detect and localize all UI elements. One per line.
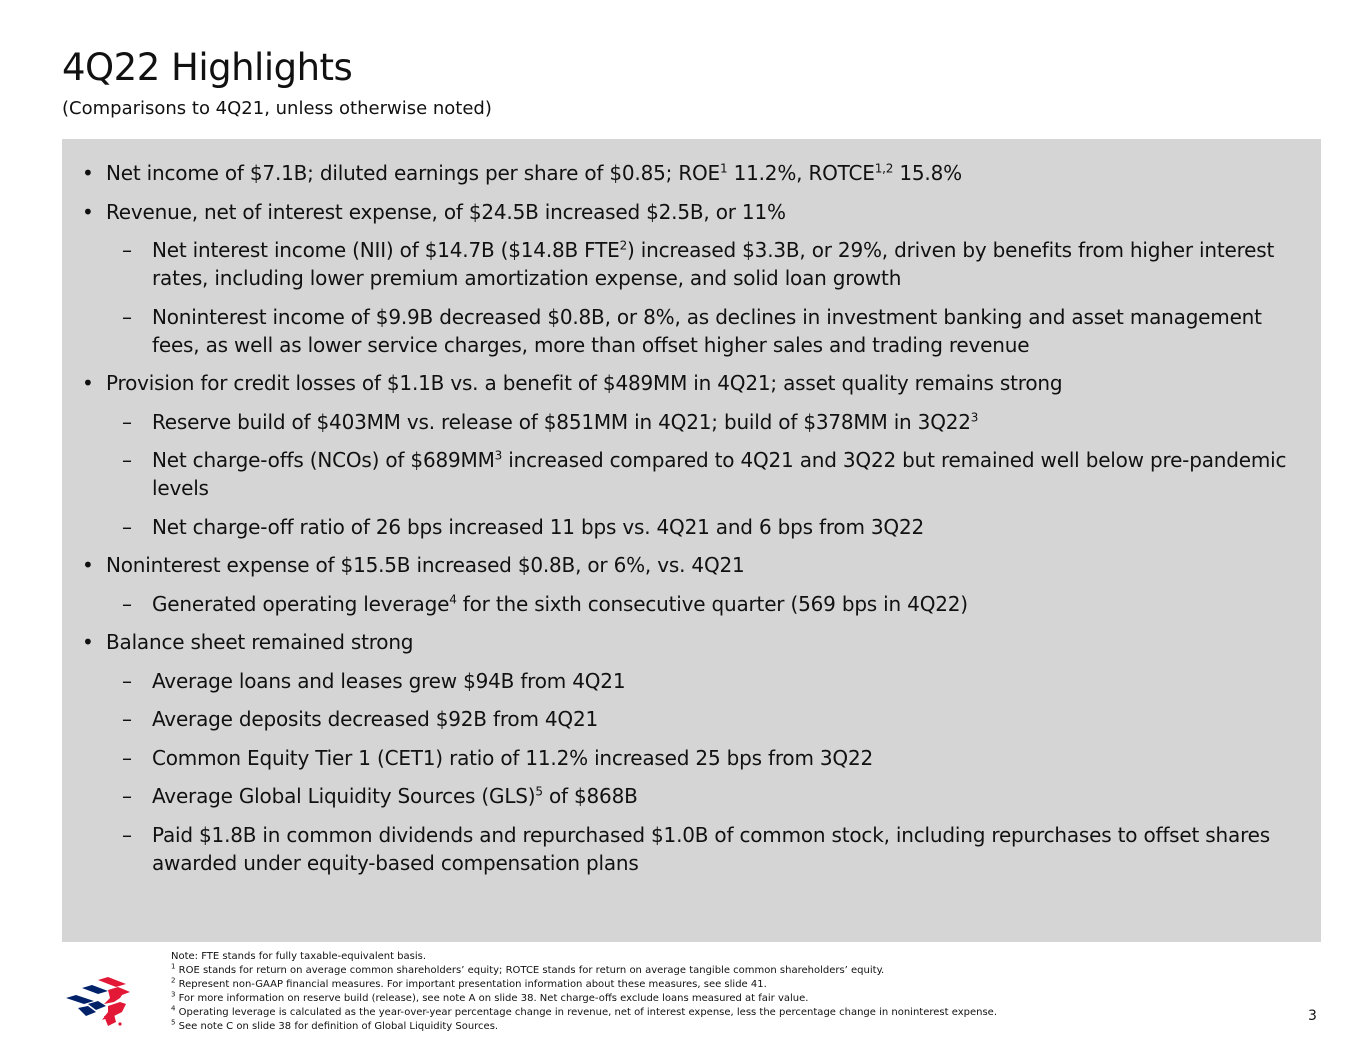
bullet-item [62,551,1301,579]
bullet-text: Noninterest income of $9.9B decreased $0.8B, or 8%, as declines in investment banking and asset management fees, as well as lower service charges, more than offset higher sales and trading revenue [152,304,1262,357]
sub-bullet-item [62,446,1301,502]
bullet-marker: • [82,630,94,654]
bullet-text: Net charge-offs (NCOs) of $\$689MM^3$ increased compared to 4Q21 and 3Q22 but remained well below pre-pandemic levels [152,448,1287,500]
bullet-text: Revenue, net of interest expense, of $24.5B increased $2.5B, or 11% [106,199,786,224]
bullet-marker: • [82,199,94,224]
dash-marker: – [122,304,132,329]
footnote-line: $^2$ Represent non-GAAP financial measures. For important presentation information about these measures, see slide 41. [171,976,767,990]
bank-flag-logo [64,974,132,1030]
footnote-line: Note: FTE stands for fully taxable-equivalent basis. [171,951,427,962]
bullet-item [62,159,1301,187]
sub-bullet-item [62,590,1301,618]
footnote-ref: 4 [449,591,457,606]
sub-bullet-item [62,408,1301,436]
highlights-panel [62,139,1321,942]
sub-bullet-item [62,821,1301,877]
bullet-text: Net income of $7.1B; diluted earnings per share of $0.85; ROE$^1$ 11.2%, ROTCE$^{1,2}$ 15.8% [106,161,962,185]
page-number: 3 [1308,1008,1317,1024]
dash-marker: – [122,448,132,472]
bullet-marker: • [82,161,94,185]
page-title: 4Q22 Highlights [62,46,353,89]
bullet-list [62,159,1301,877]
sub-bullet-item [62,705,1301,733]
dash-marker: – [122,745,132,770]
bullet-text: Noninterest expense of $15.5B increased $0.8B, or 6%, vs. 4Q21 [106,553,745,577]
dash-marker: – [122,784,132,808]
sub-bullet-item [62,303,1301,359]
flag-stripe-red-bottom [104,1014,116,1026]
dash-marker: – [122,514,132,539]
dash-marker: – [122,822,132,847]
bullet-text: Generated operating leverage$^4$ for the sixth consecutive quarter (569 bps in 4Q22) [152,591,968,616]
bullet-item [62,369,1301,397]
flag-stripe-blue-mid [66,995,94,1004]
sub-bullet-item [62,667,1301,695]
footnote-ref: 3 [494,448,503,463]
bullet-marker: • [82,371,94,395]
footnote-ref: 5 [535,784,543,799]
flag-stripe-red-top [98,977,126,987]
bullet-text: Average Global Liquidity Sources (GLS)$^5$ of $868B [152,784,638,808]
footnote-line: $^1$ ROE stands for return on average common shareholders’ equity; ROTCE stands for return on average tangible common shareholders’ equity. [171,962,885,976]
flag-stripes [66,977,130,1026]
sub-bullet-item [62,513,1301,541]
dash-marker: – [122,409,132,434]
bullet-text: Net charge-off ratio of 26 bps increased 11 bps vs. 4Q21 and 6 bps from 3Q22 [152,514,925,539]
bullet-item [62,628,1301,656]
bullet-text: Paid $1.8B in common dividends and repurchased $1.0B of common stock, including repurchases to offset shares awarded under equity-based compensation plans [152,822,1270,875]
bullet-text: Provision for credit losses of $1.1B vs. a benefit of $489MM in 4Q21; asset quality remains strong [106,371,1063,395]
footnote-ref: 1,2 [874,161,894,176]
dash-marker: – [122,668,132,693]
dash-marker: – [122,238,132,262]
bullet-text: Average loans and leases grew $94B from 4Q21 [152,668,626,693]
sub-bullet-item [62,782,1301,810]
flag-stripe-red-mid [104,987,130,1004]
bullet-text: Common Equity Tier 1 (CET1) ratio of 11.2% increased 25 bps from 3Q22 [152,745,874,770]
registered-mark [118,1022,121,1025]
footnote-ref: 1 [720,161,728,176]
dash-marker: – [122,591,132,616]
footnote-line: $^4$ Operating leverage is calculated as the year-over-year percentage change in revenue, net of interest expense, less the percentage change in noninterest expense. [171,1004,998,1018]
bullet-item [62,198,1301,226]
bullet-marker: • [82,553,94,577]
footnotes [171,950,1171,1034]
footnote-ref: 2 [619,238,628,253]
bullet-text: Balance sheet remained strong [106,630,414,654]
footnote-line: $^3$ For more information on reserve build (release), see note A on slide 38. Net charge-offs exclude loans measured at fair value. [171,990,809,1004]
footnote-ref: 3 [970,409,979,424]
footnote-line: $^5$ See note C on slide 38 for definition of Global Liquidity Sources. [171,1018,499,1032]
bullet-text: Reserve build of $403MM vs. release of $851MM in 4Q21; build of $378MM in $3Q22^3$ [152,409,979,434]
dash-marker: – [122,707,132,731]
flag-stripe-blue-top [82,985,108,994]
page-subtitle: (Comparisons to 4Q21, unless otherwise noted) [62,98,492,119]
sub-bullet-item [62,236,1301,292]
bullet-text: Net interest income (NII) of $14.7B ($14.8B FTE$^2$) increased $3.3B, or 29%, driven by benefits from higher interest rates, including lower premium amortization expense, and solid loan growth [152,238,1275,290]
sub-bullet-item [62,744,1301,772]
bullet-text: Average deposits decreased $92B from 4Q21 [152,707,598,731]
